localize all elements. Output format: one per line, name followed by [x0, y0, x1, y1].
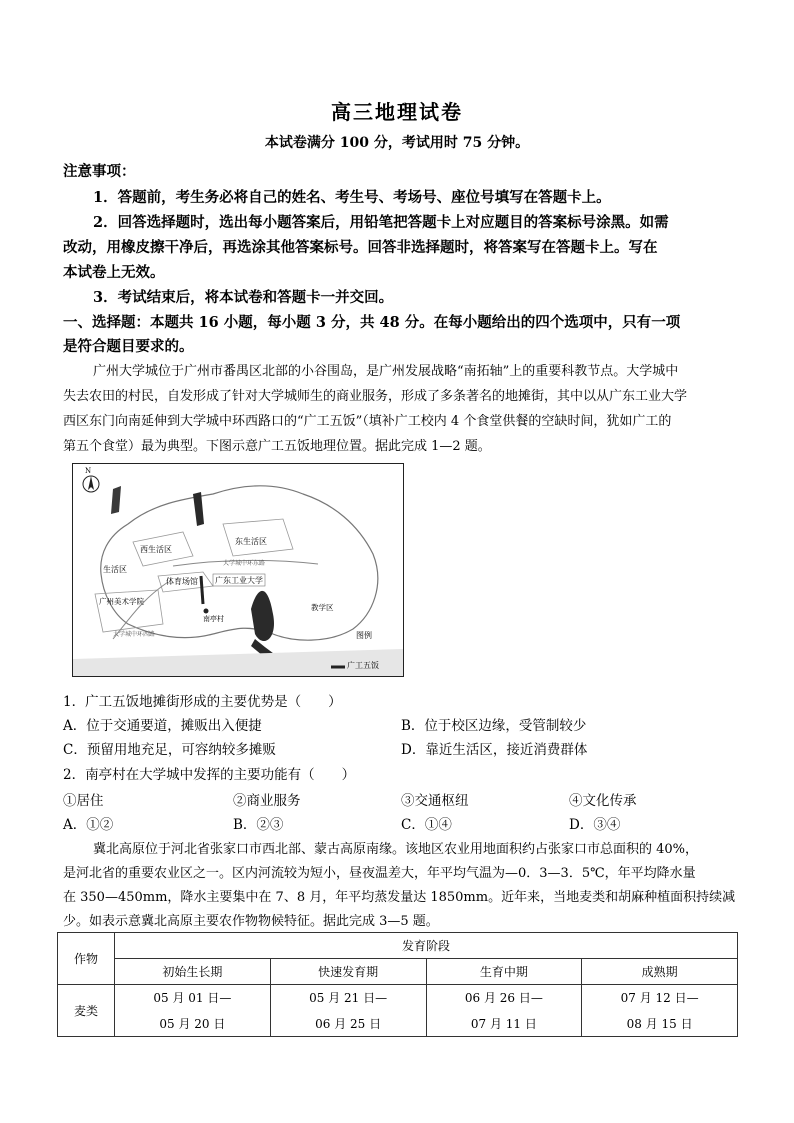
q2-option-d[interactable]: D．③④: [569, 817, 621, 833]
q1-option-b[interactable]: B．位于校区边缘，受管制较少: [401, 718, 587, 734]
crop-name: 麦类: [58, 985, 115, 1037]
stage-3: 生育中期: [426, 959, 582, 985]
notice-item-2-line-1: 2．回答选择题时，选出每小题答案后，用铅笔把答题卡上对应题目的答案标号涂黑。如需: [93, 214, 669, 231]
stage-1: 初始生长期: [115, 959, 271, 985]
passage2-line-3: 在 350—450mm，降水主要集中在 7、8 月，年平均蒸发量达 1850mm。近年来，当地麦类和胡麻种植面积持续减: [63, 890, 736, 905]
label-gdut: 广东工业大学: [215, 576, 263, 585]
phenology-table: [57, 932, 738, 1037]
notice-item-1: 1．答题前，考生务必将自己的姓名、考生号、考场号、座位号填写在答题卡上。: [93, 189, 611, 206]
q1-stem: 1．广工五饭地摊街形成的主要优势是（ ）: [63, 694, 342, 710]
guanggong-wufan-route: [201, 576, 203, 604]
water-body-north: [193, 492, 204, 526]
exam-subtitle: 本试卷满分 100 分，考试用时 75 分钟。: [264, 135, 530, 151]
water-body-west: [111, 486, 121, 514]
passage2-line-4: 少。如表示意冀北高原主要农作物物候特征。据此完成 3—5 题。: [63, 914, 439, 929]
passage2-line-1: 冀北高原位于河北省张家口市西北部、蒙古高原南缘。该地区农业用地面积约占张家口市总面积的 40%，: [93, 842, 699, 857]
notice-item-2-line-3: 本试卷上无效。: [63, 264, 165, 281]
crop-header: 作物: [58, 933, 115, 985]
stage-3-end: 07 月 11 日: [426, 1011, 582, 1037]
page-title: 高三地理试卷: [331, 100, 463, 124]
q2-option-b[interactable]: B．②③: [233, 817, 284, 833]
stage-1-end: 05 月 20 日: [115, 1011, 271, 1037]
label-teaching: 教学区: [311, 603, 334, 612]
north-arrow-pointer-icon: [88, 476, 94, 490]
q2-choice-3: ③交通枢纽: [401, 793, 469, 809]
q2-stem: 2．南亭村在大学城中发挥的主要功能有（ ）: [63, 767, 356, 783]
water-body-lake: [251, 591, 274, 641]
q2-choice-4: ④文化传承: [569, 793, 637, 809]
passage1-line-1: 广州大学城位于广州市番禺区北部的小谷围岛，是广州发展战略“南拓轴”上的重要科教节点。大学城中: [93, 364, 679, 379]
stage-3-start: 06 月 26 日—: [426, 985, 582, 1011]
q1-option-c[interactable]: C．预留用地充足，可容纳较多摊贩: [63, 742, 276, 758]
stage-4-end: 08 月 15 日: [582, 1011, 738, 1037]
q2-choice-1: ①居住: [63, 793, 104, 809]
passage1-line-4: 第五个食堂）最为典型。下图示意广工五饭地理位置。据此完成 1—2 题。: [63, 439, 491, 454]
legend-item: 广工五饭: [347, 661, 379, 670]
label-west-life: 西生活区: [140, 545, 172, 554]
passage2-line-2: 是河北省的重要农业区之一。区内河流较为短小，昼夜温差大，年平均气温为—0．3—3．5℃，年平均降水量: [63, 866, 696, 881]
location-map: [72, 463, 404, 677]
notice-heading: 注意事项：: [63, 163, 136, 180]
q2-choice-2: ②商业服务: [233, 793, 301, 809]
label-ring-road-west: 大学城中环西路: [113, 631, 156, 638]
label-east-life: 东生活区: [235, 537, 267, 546]
north-label: N: [85, 467, 92, 475]
q2-option-a[interactable]: A．①②: [63, 817, 114, 833]
notice-item-2-line-2: 改动，用橡皮擦干净后，再选涂其他答案标号。回答非选择题时，将答案写在答题卡上。写在: [63, 239, 658, 256]
passage1-line-3: 西区东门向南延伸到大学城中环西路口的“广工五饭”（填补广工校内 4 个食堂供餐的空缺时间，犹如广工的: [63, 414, 672, 429]
label-stadium: 体育场馆: [166, 577, 198, 586]
legend-title: 图例: [356, 631, 372, 640]
notice-item-3: 3．考试结束后，将本试卷和答题卡一并交回。: [93, 289, 394, 306]
nanting-dot: [204, 609, 209, 614]
stage-4: 成熟期: [582, 959, 738, 985]
q1-option-a[interactable]: A．位于交通要道，摊贩出入便捷: [63, 718, 262, 734]
label-life: 生活区: [103, 565, 127, 574]
stage-2-start: 05 月 21 日—: [270, 985, 426, 1011]
passage1-line-2: 失去农田的村民，自发形成了针对大学城师生的商业服务，形成了多条著名的地摊街，其中以从广东工业大学: [63, 389, 688, 404]
section-heading-line-1: 一、选择题：本题共 16 小题，每小题 3 分，共 48 分。在每小题给出的四个选项中，只有一项: [63, 314, 681, 331]
label-gz-art: 广州美术学院: [99, 597, 144, 606]
stage-header: 发育阶段: [115, 933, 738, 959]
q2-option-c[interactable]: C．①④: [401, 817, 452, 833]
stage-1-start: 05 月 01 日—: [115, 985, 271, 1011]
stage-2: 快速发育期: [270, 959, 426, 985]
section-heading-line-2: 是符合题目要求的。: [63, 338, 194, 355]
q1-option-d[interactable]: D．靠近生活区，接近消费群体: [401, 742, 588, 758]
stage-2-end: 06 月 25 日: [270, 1011, 426, 1037]
label-nanting: 南亭村: [203, 615, 224, 623]
stage-4-start: 07 月 12 日—: [582, 985, 738, 1011]
map-drawing: [73, 464, 403, 676]
label-ring-road-east: 大学城中环东路: [223, 560, 266, 567]
